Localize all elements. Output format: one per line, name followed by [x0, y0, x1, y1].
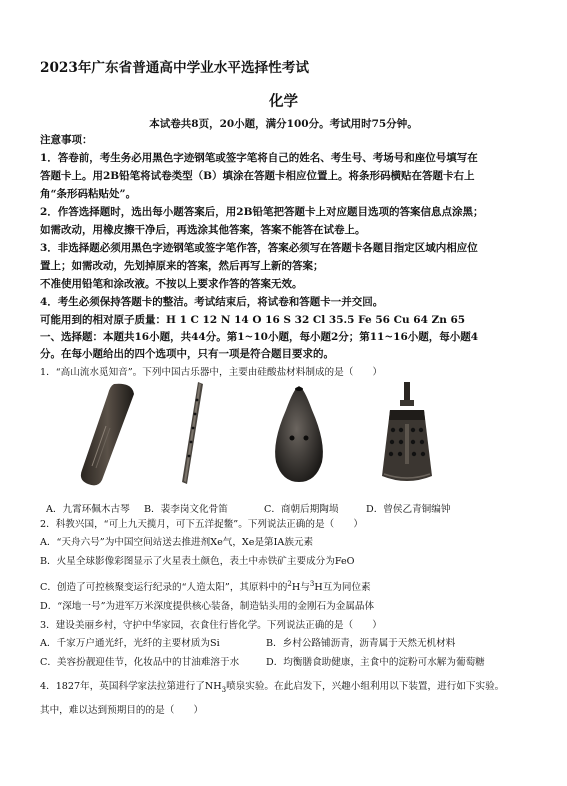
instructions-heading: 注意事项：: [40, 134, 93, 146]
q1-option-b: B．裴李岗文化骨笛: [144, 504, 228, 515]
q2-c-text: C．创造了可控核聚变运行纪录的“人造太阳”，其原料中的: [40, 582, 288, 594]
guqin-image: [62, 380, 144, 488]
q2-option-a: A．“天舟六号”为中国空间站送去推进剂Xe气，Xe是第IA族元素: [40, 537, 314, 548]
q3-option-d: D．均衡膳食助健康，主食中的淀粉可水解为葡萄糖: [266, 657, 485, 668]
q1-option-a: A．九霄环佩木古琴: [46, 504, 130, 515]
q2-option-d: D．“深地一号”为进军万米深度提供核心装备，制造钻头用的金刚石为金属晶体: [40, 601, 375, 612]
subject-heading: 化学: [269, 93, 298, 110]
instruction-line: 置上；如需改动，先划掉原来的答案，然后再写上新的答案；: [40, 260, 324, 272]
instruction-line: 2．作答选择题时，选出每小题答案后，用2B铅笔把答题卡上对应题目选项的答案信息点涂黑；: [40, 206, 484, 218]
q3-option-a: A．千家万户通光纤，光纤的主要材质为Si: [40, 638, 220, 649]
instruction-line: 如需改动，用橡皮擦干净后，再选涂其他答案，答案不能答在试卷上。: [40, 224, 366, 236]
q4-text: 喷泉实验。在此启发下，兴趣小组利用以下装置，进行如下实验。: [226, 681, 505, 692]
mass-number: 3: [309, 580, 315, 588]
question-4-stem-line2: 其中，难以达到预期目的的是（ ）: [40, 705, 204, 716]
q2-c-text: 与: [300, 582, 310, 594]
instruction-line: 答题卡上。用2B铅笔将试卷类型（B）填涂在答题卡相应位置上。将条形码横贴在答题卡右上: [40, 170, 475, 182]
section-one-line: 分。在每小题给出的四个选项中，只有一项是符合题目要求的。: [40, 348, 334, 360]
mass-number: 2: [287, 580, 292, 588]
instruction-line: 不准使用铅笔和涂改液。不按以上要求作答的答案无效。: [40, 278, 303, 290]
q3-option-c: C．美容扮靓迎佳节，化妆品中的甘油难溶于水: [40, 657, 240, 668]
subscript: 3: [221, 685, 227, 694]
instruction-line: 角“条形码粘贴处”。: [40, 188, 137, 200]
q2-c-text: 互为同位素: [322, 582, 371, 594]
exam-note: 本试卷共8页，20小题，满分100分。考试用时75分钟。: [149, 118, 418, 130]
q1-option-c: C．商朝后期陶埙: [264, 504, 339, 515]
atomic-masses: 可能用到的相对原子质量：H 1 C 12 N 14 O 16 S 32 Cl 35.5 Fe 56 Cu 64 Zn 65: [40, 314, 466, 326]
instruction-line: 1．答卷前，考生务必用黑色字迹钢笔或签字笔将自己的姓名、考生号、考场号和座位号填写在: [40, 152, 478, 164]
exam-title: 2023年广东省普通高中学业水平选择性考试: [40, 60, 309, 76]
q2-option-b: B．火星全球影像彩图显示了火星表土颜色，表土中赤铁矿主要成分为FeO: [40, 556, 355, 567]
question-1-stem: 1．“高山流水觅知音”。下列中国古乐器中，主要由硅酸盐材料制成的是（ ）: [40, 367, 383, 378]
q1-option-d: D．曾侯乙青铜编钟: [366, 504, 451, 515]
question-3-stem: 3．建设美丽乡村，守护中华家园，衣食住行皆化学。下列说法正确的是（ ）: [40, 620, 382, 631]
instruction-line: 4．考生必须保持答题卡的整洁。考试结束后，将试卷和答题卡一并交回。: [40, 296, 384, 308]
element-symbol: H: [314, 582, 323, 594]
section-one-line: 一、选择题：本题共16小题，共44分。第1~10小题，每小题2分；第11~16小题，每小题4: [40, 331, 479, 343]
q3-options-row-1: [40, 637, 540, 650]
q3-option-b: B．乡村公路铺沥青，沥青属于天然无机材料: [266, 638, 456, 649]
instruction-line: 3．非选择题必须用黑色字迹钢笔或签字笔作答，答案必须写在答题卡各题目指定区域内相应位: [40, 242, 478, 254]
question-4-stem: [40, 680, 504, 697]
q3-options-row-2: [40, 656, 540, 669]
question-2-stem: 2．科教兴国，“可上九天揽月，可下五洋捉鳖”。下列说法正确的是（ ）: [40, 519, 363, 530]
q2-option-c: [40, 578, 371, 594]
element-symbol: H: [291, 582, 301, 594]
clay-xun-image: [268, 380, 330, 488]
bronze-bell-image: [376, 380, 438, 488]
q4-text: 4．1827年，英国科学家法拉第进行了NH: [40, 681, 222, 692]
bone-flute-image: [172, 380, 212, 488]
